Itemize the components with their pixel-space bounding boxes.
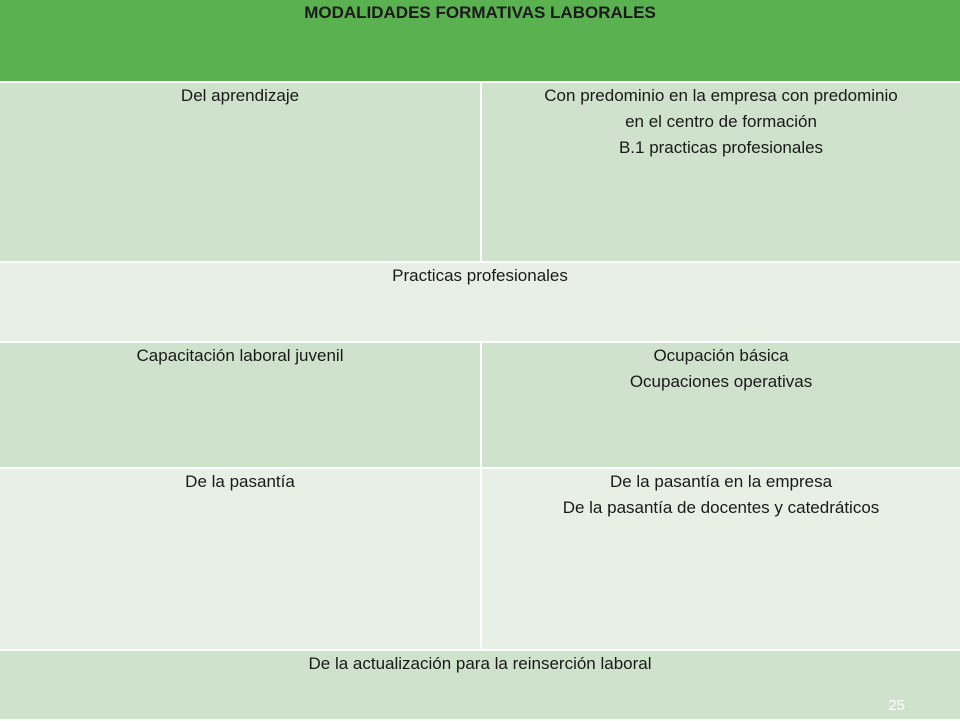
cell-text: De la pasantía [185,472,295,491]
cell-text: Ocupaciones operativas [629,372,813,391]
row-detail [481,82,960,262]
cell-text: Capacitación laboral juvenil [136,346,344,365]
cell-text: B.1 practicas profesionales [618,138,824,157]
row-full: De la actualización para la reinserción laboral [0,650,960,720]
cell-text: Ocupación básica [653,346,789,365]
table-row [0,342,960,468]
cell-text: De la pasantía en la empresa [609,472,833,491]
row-label [0,342,481,468]
row-detail [481,342,960,468]
cell-text: en el centro de formación [625,112,817,131]
table-row [0,82,960,262]
page-number: 25 [888,697,905,714]
table-title: MODALIDADES FORMATIVAS LABORALES [0,0,960,82]
table-row [0,468,960,650]
cell-text: Del aprendizaje [180,86,300,105]
cell-text: Con predominio en la empresa con predominio [544,86,898,105]
table-header-row [0,0,960,82]
table-row [0,650,960,720]
row-label [0,468,481,650]
row-label [0,82,481,262]
row-full: Practicas profesionales [0,262,960,342]
row-detail [481,468,960,650]
table-row [0,262,960,342]
cell-text: De la pasantía de docentes y catedráticos [562,498,880,517]
